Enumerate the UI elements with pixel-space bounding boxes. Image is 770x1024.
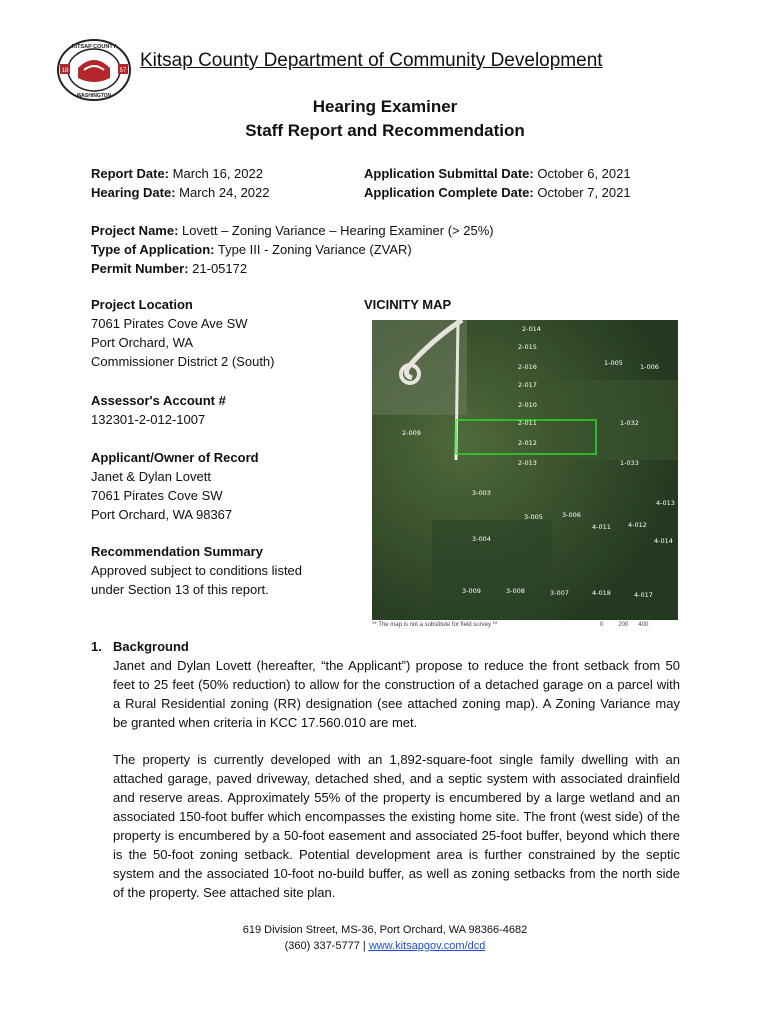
recommendation-heading: Recommendation Summary (91, 544, 263, 559)
vicinity-map-heading: VICINITY MAP (364, 297, 452, 312)
parcel-label: 3-004 (472, 535, 491, 543)
map-disclaimer: ** The map is not a substitute for field survey ** (372, 622, 498, 628)
parcel-label: 3-009 (462, 587, 481, 595)
footer-contact (0, 938, 770, 954)
project-location-block (91, 295, 275, 371)
report-subtitle: Staff Report and Recommendation (245, 121, 525, 140)
recommendation-block (91, 542, 302, 599)
parcel-label: 2-009 (402, 429, 421, 437)
parcel-label: 3-006 (562, 511, 581, 519)
parcel-label: 2-012 (518, 439, 537, 447)
background-paragraph-2: The property is currently developed with an 1,892-square-foot single family dwelling with an attached garage, paved driveway, detached shed, and a septic system with associated drainfield and reserve areas. Approximately 55% of the property is encumbered by a large wetland and an associated 150-foot buffer which encompasses the existing home site. The front (west side) of the property is encumbered by a 50-foot easement and associated 25-foot buffer, beyond which there is the 50-foot zoning setback. Potential development area is further constrained by the septic system and the associated 10-foot no-build buffer, as well as zoning setbacks from the north side of the property. See attached site plan. (113, 752, 680, 900)
footer-separator: | (362, 940, 366, 952)
complete-date: Application Complete Date: October 7, 2021 (364, 185, 631, 200)
parcel-label: 1-006 (640, 363, 659, 371)
report-date: Report Date: March 16, 2022 (91, 166, 263, 181)
parcel-label: 1-033 (620, 459, 639, 467)
department-name: Kitsap County Department of Community Development (140, 50, 603, 71)
parcel-label: 3-007 (550, 589, 569, 597)
permit-number: Permit Number: 21-05172 (91, 261, 248, 276)
footer-address: 619 Division Street, MS-36, Port Orchard, WA 98366-4682 (242, 924, 528, 936)
seal-right-number: 57 (119, 68, 127, 74)
parcel-label: 4-011 (592, 523, 611, 531)
assessor-account: 132301-2-012-1007 (91, 412, 206, 427)
parcel-label: 2-017 (518, 381, 537, 389)
parcel-label: 3-005 (524, 513, 543, 521)
parcel-label: 2-015 (518, 343, 537, 351)
background-paragraph-1: Janet and Dylan Lovett (hereafter, “the Applicant”) propose to reduce the front setback from 50 feet to 25 feet (50% reduction) to allow for the construction of a detached garage on a parcel with a Rural Residential zoning (RR) designation (see attached zoning map). A Zoning Variance may be granted when criteria in KCC 17.560.010 are met. (113, 658, 680, 730)
vicinity-map-image (372, 320, 678, 620)
parcel-label: 2-016 (518, 363, 537, 371)
parcel-label: 4-013 (656, 499, 675, 507)
parcel-label: 4-012 (628, 521, 647, 529)
background-heading: Background (113, 639, 189, 654)
parcel-label: 2-010 (518, 401, 537, 409)
assessor-block (91, 391, 226, 429)
recommendation-line: under Section 13 of this report. (91, 582, 269, 597)
report-title: Hearing Examiner (312, 97, 458, 116)
recommendation-line: Approved subject to conditions listed (91, 563, 303, 578)
county-seal-logo (56, 38, 132, 102)
location-line: 7061 Pirates Cove Ave SW (91, 316, 248, 331)
parcel-label: 3-003 (472, 489, 491, 497)
seal-left-number: 18 (61, 68, 69, 74)
seal-bottom-text: WASHINGTON (76, 93, 112, 99)
applicant-line: Janet & Dylan Lovett (91, 469, 211, 484)
parcel-label: 2-013 (518, 459, 537, 467)
applicant-line: Port Orchard, WA 98367 (91, 507, 233, 522)
footer-phone: (360) 337-5777 (284, 940, 360, 952)
parcel-label: 4-018 (592, 589, 611, 597)
section-number: 1. (91, 639, 102, 654)
assessor-heading: Assessor's Account # (91, 393, 226, 408)
location-line: Commissioner District 2 (South) (91, 354, 275, 369)
parcel-label: 1-005 (604, 359, 623, 367)
parcel-label: 4-017 (634, 591, 653, 599)
parcel-label: 4-014 (654, 537, 673, 545)
parcel-label: 2-014 (522, 325, 541, 333)
applicant-heading: Applicant/Owner of Record (91, 450, 259, 465)
applicant-block (91, 448, 259, 524)
submittal-date: Application Submittal Date: October 6, 2021 (364, 166, 631, 181)
applicant-line: 7061 Pirates Cove SW (91, 488, 223, 503)
parcel-label: 1-032 (620, 419, 639, 427)
seal-top-text: KITSAP COUNTY (71, 44, 117, 50)
hearing-date: Hearing Date: March 24, 2022 (91, 185, 270, 200)
map-scale-bar: 0 200 400 (600, 622, 649, 628)
parcel-label: 3-008 (506, 587, 525, 595)
location-line: Port Orchard, WA (91, 335, 194, 350)
project-name: Project Name: Lovett – Zoning Variance – Hearing Examiner (> 25%) (91, 223, 494, 238)
application-type: Type of Application: Type III - Zoning Variance (ZVAR) (91, 242, 412, 257)
website-link[interactable]: www.kitsapgov.com/dcd (368, 940, 486, 952)
project-location-heading: Project Location (91, 297, 193, 312)
parcel-label: 2-011 (518, 419, 537, 427)
